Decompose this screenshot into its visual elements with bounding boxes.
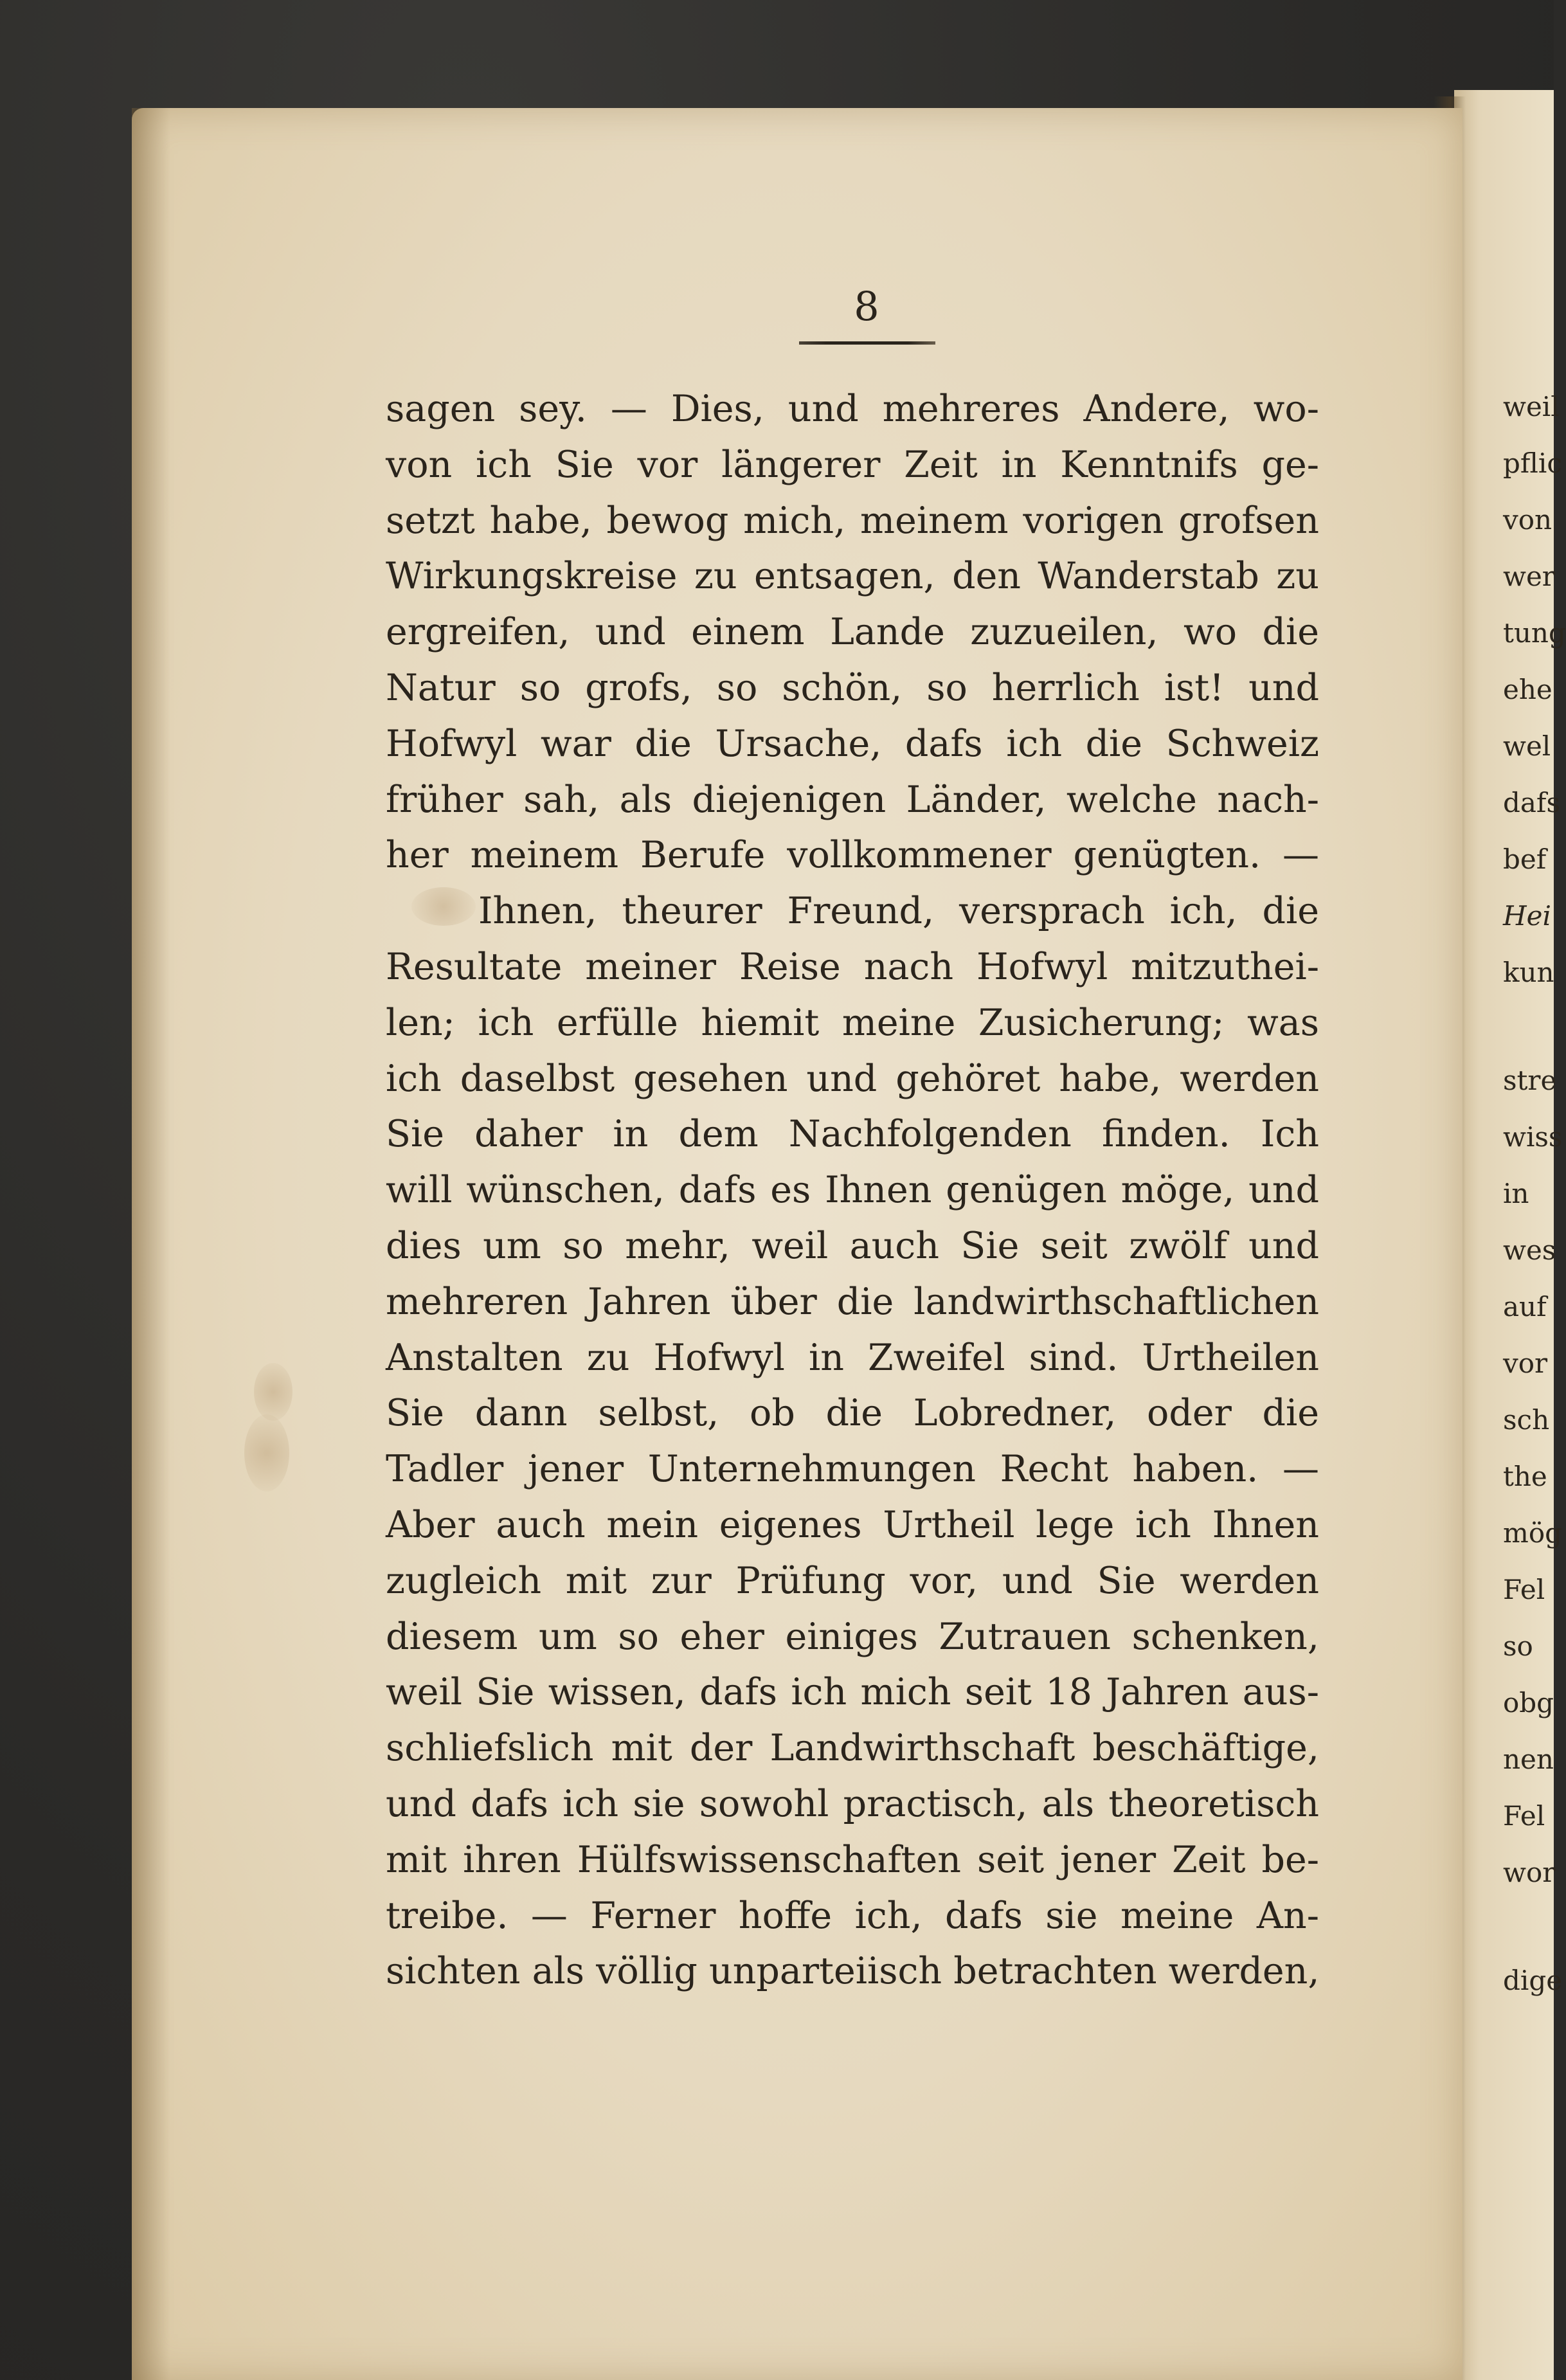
facing-fragment: pflic (1503, 447, 1562, 479)
facing-fragment: Fel (1503, 1574, 1545, 1605)
text-line: sichten als völlig unparteiisch betrachten werden, (386, 1950, 1320, 1993)
text-line: mit ihren Hülfswissenschaften seit jener Zeit be- (386, 1838, 1319, 1881)
facing-fragment: the (1503, 1461, 1547, 1492)
facing-fragment: dafs (1503, 787, 1561, 818)
header-rule (799, 341, 935, 345)
text-line: mehreren Jahren über die landwirthschaftlichen (386, 1280, 1319, 1323)
facing-fragment: von (1503, 504, 1553, 536)
foxing-stain (244, 1414, 289, 1492)
text-line: schliefslich mit der Landwirthschaft beschäftige, (386, 1727, 1319, 1770)
facing-fragment: stre (1503, 1065, 1557, 1096)
page-edge-shadow (132, 108, 170, 2380)
text-line: dies um so mehr, weil auch Sie seit zwölf und (386, 1224, 1319, 1267)
facing-fragment: dige (1503, 1965, 1563, 1996)
facing-fragment: wer (1503, 561, 1555, 592)
text-line: len; ich erfülle hiemit meine Zusicherung; was (386, 1001, 1319, 1044)
facing-fragment: so (1503, 1630, 1533, 1662)
text-line: weil Sie wissen, dafs ich mich seit 18 Jahren aus- (386, 1671, 1319, 1714)
facing-fragment: bef (1503, 843, 1547, 875)
text-line: Aber auch mein eigenes Urtheil lege ich Ihnen (386, 1503, 1319, 1546)
text-line: Wirkungskreise zu entsagen, den Wanderstab zu (386, 555, 1319, 598)
facing-fragment: auf (1503, 1291, 1547, 1322)
text-line: und dafs ich sie sowohl practisch, als theoretisch (386, 1782, 1319, 1825)
facing-fragment: weil (1503, 391, 1560, 422)
body-text (386, 381, 1319, 1999)
text-line: her meinem Berufe vollkommener genügten. — (386, 834, 1319, 877)
text-line: diesem um so eher einiges Zutrauen schenken, (386, 1615, 1319, 1658)
facing-fragment: Hei (1503, 900, 1551, 932)
text-line: Natur so grofs, so schön, so herrlich ist! und (386, 666, 1319, 709)
text-line: zugleich mit zur Prüfung vor, und Sie werden (386, 1559, 1319, 1602)
facing-fragment: ehe (1503, 674, 1553, 705)
text-line: ich daselbst gesehen und gehöret habe, werden (386, 1057, 1319, 1100)
facing-fragment: wiss (1503, 1121, 1563, 1153)
facing-fragment: wor (1503, 1857, 1556, 1888)
facing-fragment: nen (1503, 1744, 1554, 1775)
text-line: ergreifen, und einem Lande zuzueilen, wo die (386, 611, 1319, 654)
text-line: von ich Sie vor längerer Zeit in Kenntnifs ge- (386, 443, 1319, 486)
text-line: will wünschen, dafs es Ihnen genügen möge, und (386, 1169, 1319, 1212)
text-line: Tadler jener Unternehmungen Recht haben. — (386, 1448, 1319, 1491)
facing-fragment: mög (1503, 1517, 1562, 1549)
text-line: sagen sey. — Dies, und mehreres Andere, wo- (386, 388, 1319, 430)
page-number: 8 (854, 283, 879, 330)
facing-fragment: obg (1503, 1687, 1554, 1718)
facing-fragment: Fel (1503, 1800, 1545, 1832)
facing-fragment: vor (1503, 1348, 1548, 1379)
text-line: Resultate meiner Reise nach Hofwyl mitzuthei- (386, 945, 1319, 988)
text-line: treibe. — Ferner hoffe ich, dafs sie meine An- (386, 1894, 1319, 1937)
facing-fragment: wel (1503, 730, 1551, 762)
text-line: früher sah, als diejenigen Länder, welche nach- (386, 778, 1319, 821)
text-line: setzt habe, bewog mich, meinem vorigen grofsen (386, 499, 1319, 542)
text-line: Sie daher in dem Nachfolgenden finden. Ich (386, 1113, 1319, 1156)
text-line: Anstalten zu Hofwyl in Zweifel sind. Urtheilen (386, 1336, 1319, 1379)
facing-fragment: sch (1503, 1404, 1550, 1436)
text-line: Hofwyl war die Ursache, dafs ich die Schweiz (386, 722, 1319, 765)
facing-fragment: tung (1503, 617, 1566, 649)
facing-fragment: kun (1503, 957, 1554, 988)
foxing-stain (254, 1363, 292, 1421)
text-line: Ihnen, theurer Freund, versprach ich, die (478, 890, 1319, 933)
text-line: Sie dann selbst, ob die Lobredner, oder die (386, 1392, 1319, 1435)
facing-fragment: wes (1503, 1234, 1556, 1266)
facing-fragment: in (1503, 1178, 1529, 1209)
